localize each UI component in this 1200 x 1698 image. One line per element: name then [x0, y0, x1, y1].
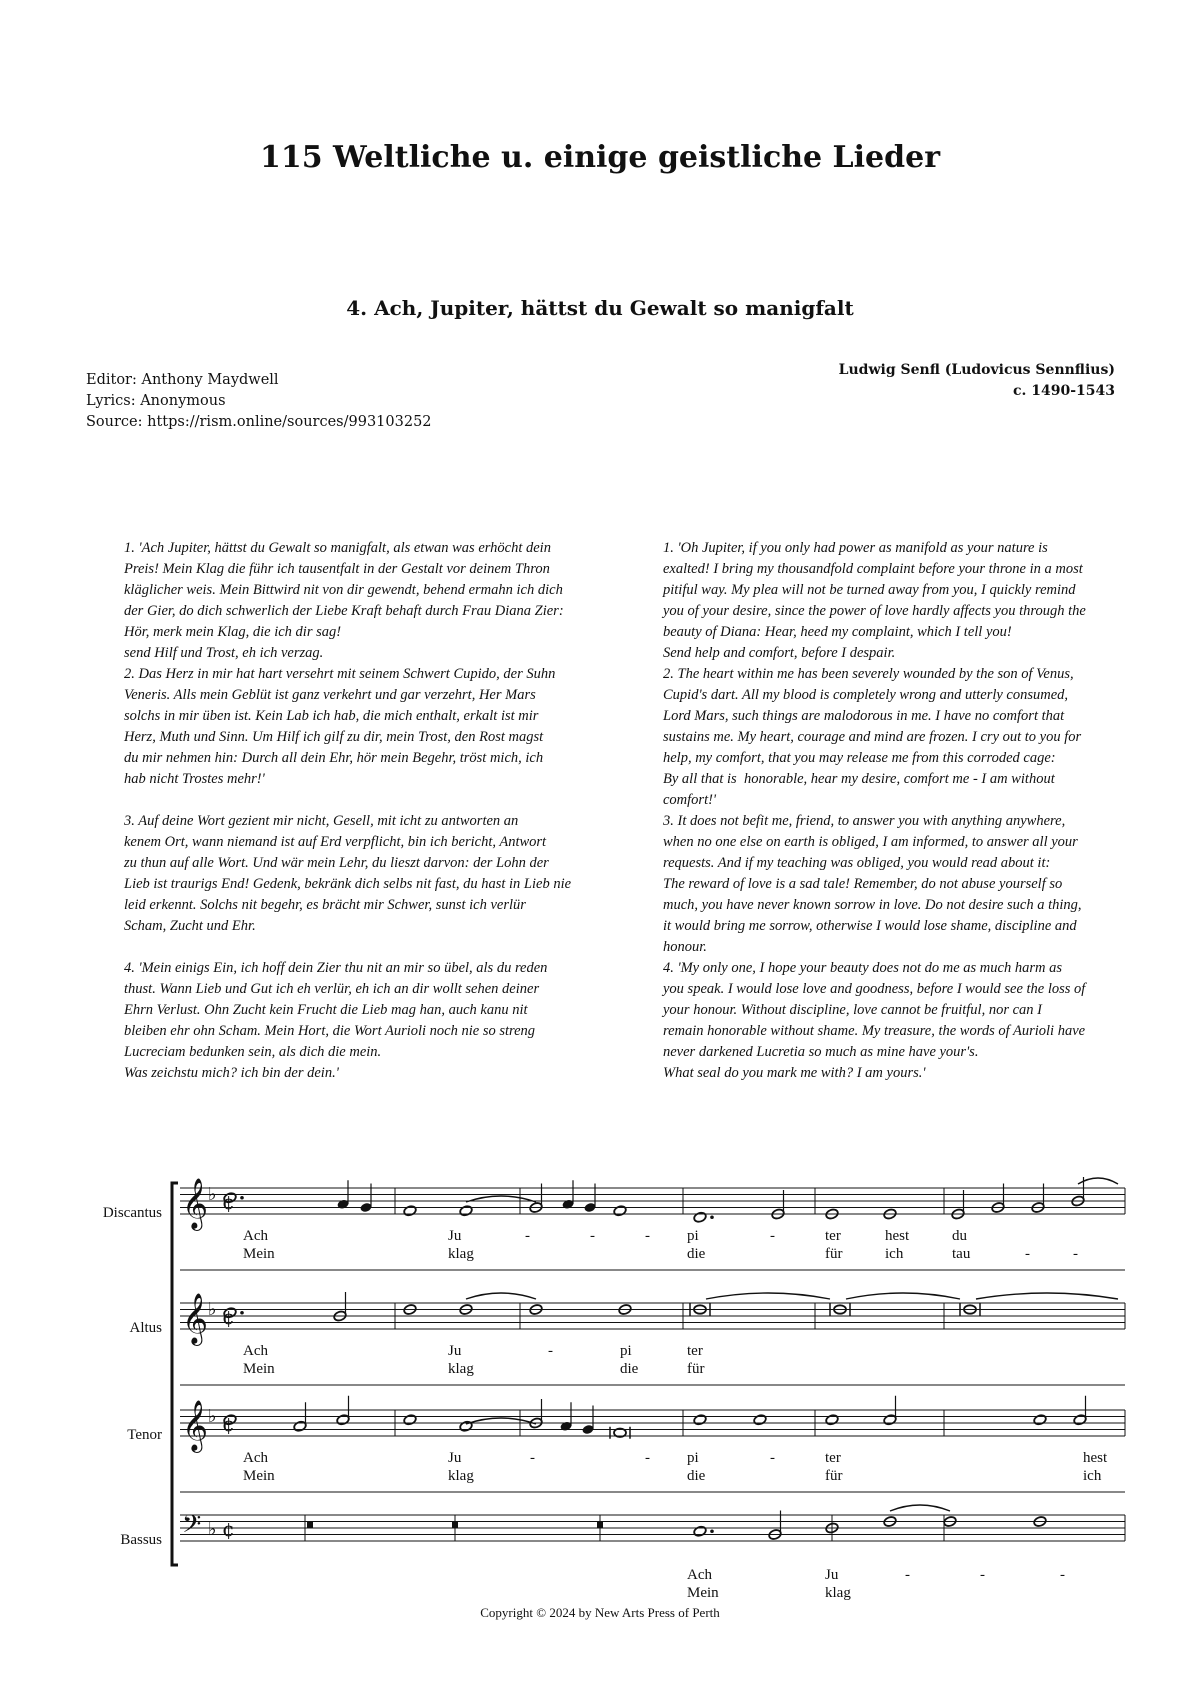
lyrics-line: Ehrn Verlust. Ohn Zucht kein Frucht die Lieb mag han, auch kanu nit — [124, 1002, 528, 1018]
lyric-syllable: - — [530, 1450, 535, 1466]
lyric-syllable: Mein — [687, 1585, 719, 1601]
flat-sign-icon: ♭ — [208, 1406, 217, 1427]
lyric-syllable: Mein — [243, 1468, 275, 1484]
lyrics-line: Send help and comfort, before I despair. — [663, 645, 896, 661]
lyric-syllable: - — [1025, 1246, 1030, 1262]
rest-mark — [452, 1522, 458, 1529]
lyrics-line: comfort!' — [663, 792, 717, 808]
lyrics-line: Was zeichstu mich? ich bin der dein.' — [124, 1065, 339, 1081]
lyric-syllable: für — [687, 1361, 705, 1377]
treble-clef-icon: 𝄞 — [182, 1400, 209, 1451]
part-name: Tenor — [127, 1427, 162, 1443]
lyrics-line: 4. 'My only one, I hope your beauty does not do me as much harm as — [663, 960, 1062, 976]
lyrics-line: much, you have never known sorrow in love. Do not desire such a thing, — [663, 897, 1082, 913]
lyric-syllable: tau — [952, 1246, 971, 1262]
lyrics-line: thust. Wann Lieb und Gut ich eh verlür, eh ich an dir wollt sehen deiner — [124, 981, 540, 997]
lyrics-line: du mir nehmen hin: Durch all dein Ehr, hör mein Begehr, tröst mich, ich — [124, 750, 544, 766]
bass-clef-icon: 𝄢 — [182, 1510, 202, 1545]
lyric-syllable: Ach — [243, 1228, 268, 1244]
flat-sign-icon: ♭ — [208, 1519, 217, 1540]
note-head — [825, 1414, 839, 1426]
lyrics-line: 2. The heart within me has been severely wounded by the son of Venus, — [663, 666, 1074, 682]
lyric-syllable: Ju — [448, 1228, 462, 1244]
lyrics-line: The reward of love is a sad tale! Remember, do not abuse yourself so — [663, 876, 1063, 892]
score-lyrics — [103, 1205, 1108, 1601]
lyric-syllable: die — [620, 1361, 639, 1377]
lyrics-line: sustains me. My heart, courage and mind are frozen. I cry out to you for — [663, 729, 1082, 745]
lyrics-line: when no one else on earth is obliged, I am informed, to answer all your — [663, 834, 1078, 850]
lyrics-line: beauty of Diana: Hear, heed my complaint, which I tell you! — [663, 624, 1012, 640]
lyric-syllable: Ach — [243, 1450, 268, 1466]
note-head — [403, 1205, 417, 1217]
lyric-syllable: pi — [687, 1228, 699, 1244]
note-head — [693, 1211, 707, 1223]
lyric-syllable: Ju — [448, 1450, 462, 1466]
lyric-syllable: pi — [620, 1343, 632, 1359]
lyric-syllable: ter — [687, 1343, 703, 1359]
lyrics-line: 3. It does not befit me, friend, to answer you with anything anywhere, — [663, 813, 1066, 829]
lyrics-line: you of your desire, since the power of love hardly affects you through the — [663, 603, 1086, 619]
lyrics-line: hab nicht Trostes mehr!' — [124, 771, 265, 787]
lyrics-line: it would bring me sorrow, otherwise I would lose shame, discipline and — [663, 918, 1077, 934]
lyrics-line: By all that is honorable, hear my desire, comfort me - I am without — [663, 771, 1055, 787]
note-head — [459, 1205, 473, 1217]
lyrics-line: Herz, Muth und Sinn. Um Hilf ich gilf zu dir, mein Trost, den Rost magst — [124, 729, 544, 745]
lyrics-line: Hör, merk mein Klag, die ich dir sag! — [124, 624, 342, 640]
lyrics-line: you speak. I would lose love and goodness, before I would see the loss of — [663, 981, 1086, 997]
lyrics-line: pitiful way. My plea will not be turned away from you, I quickly remind — [663, 582, 1076, 598]
flat-sign-icon: ♭ — [208, 1184, 217, 1205]
part-name: Discantus — [102, 1205, 162, 1221]
lyric-syllable: - — [980, 1567, 985, 1583]
lyric-syllable: für — [825, 1468, 843, 1484]
lyrics-line: Lord Mars, such things are malodorous in me. I have no comfort that — [663, 708, 1065, 724]
lyrics-line: Preis! Mein Klag die führ ich tausentfalt in der Gestalt vor deinem Thron — [124, 561, 550, 577]
lyrics-line: 1. 'Oh Jupiter, if you only had power as manifold as your nature is — [663, 540, 1048, 556]
lyric-syllable: - — [770, 1228, 775, 1244]
tie-mark — [976, 1293, 1118, 1299]
lyrics-line: Scham, Zucht und Ehr. — [124, 918, 256, 934]
note-head — [613, 1205, 627, 1217]
lyric-syllable: - — [645, 1450, 650, 1466]
lyric-syllable: - — [525, 1228, 530, 1244]
lyrics-line: Cupid's dart. All my blood is completely wrong and utterly consumed, — [663, 687, 1069, 703]
lyrics-line: exalted! I bring my thousandfold complaint before your throne in a most — [663, 561, 1083, 577]
lyric-syllable: Ach — [243, 1343, 268, 1359]
lyric-syllable: ich — [885, 1246, 904, 1262]
lyrics-line: honour. — [663, 939, 707, 955]
tie-mark — [466, 1293, 536, 1299]
composer-name: Ludwig Senfl (Ludovicus Sennflius) — [838, 362, 1115, 378]
copyright-notice: Copyright © 2024 by New Arts Press of Perth — [480, 1605, 720, 1620]
tie-mark — [890, 1505, 950, 1511]
cut-time-icon: ¢ — [222, 1190, 235, 1214]
lyric-syllable: hest — [1083, 1450, 1108, 1466]
lyric-syllable: ter — [825, 1228, 841, 1244]
part-name: Altus — [129, 1320, 162, 1336]
lyric-syllable: - — [905, 1567, 910, 1583]
lyric-syllable: pi — [687, 1450, 699, 1466]
note-head — [693, 1414, 707, 1426]
lyric-syllable: - — [548, 1343, 553, 1359]
lyrics-line: kenem Ort, wann niemand ist auf Erd verpflicht, bin ich bericht, Antwort — [124, 834, 547, 850]
tie-mark — [706, 1293, 830, 1299]
lyric-syllable: Ju — [448, 1343, 462, 1359]
piece-title: 4. Ach, Jupiter, hättst du Gewalt so manigfalt — [346, 296, 854, 320]
note-head — [403, 1414, 417, 1426]
lyrics-line: Lieb ist traurigs End! Gedenk, bekränk dich selbs nit fast, du hast in Lieb nie — [124, 876, 572, 892]
dot-mark — [710, 1529, 714, 1533]
tie-mark — [846, 1293, 960, 1299]
treble-clef-icon: 𝄞 — [182, 1178, 209, 1229]
cut-time-icon: ¢ — [222, 1412, 235, 1436]
page-title: 115 Weltliche u. einige geistliche Lieder — [259, 140, 940, 175]
lyrics-line: help, my comfort, that you may release me from this corroded cage: — [663, 750, 1056, 766]
note-head — [753, 1414, 767, 1426]
lyric-syllable: hest — [885, 1228, 910, 1244]
dot-mark — [240, 1196, 244, 1200]
score-notes — [182, 1177, 1118, 1545]
part-name: Bassus — [120, 1532, 162, 1548]
lyrics-line: 3. Auf deine Wort gezient mir nicht, Gesell, mit icht zu antworten an — [124, 813, 519, 829]
lyric-syllable: klag — [448, 1361, 474, 1377]
composer-dates: c. 1490-1543 — [1012, 383, 1115, 399]
lyric-syllable: du — [952, 1228, 967, 1244]
lyrics-line: leid erkennt. Solchs nit begehr, es brächt mir Schwer, sunst ich verlür — [124, 897, 526, 913]
lyrics-line: What seal do you mark me with? I am yours.' — [663, 1065, 926, 1081]
lyrics-line: requests. And if my teaching was obliged, you would read about it: — [663, 855, 1051, 871]
rest-mark — [597, 1522, 603, 1529]
lyric-syllable: die — [687, 1468, 706, 1484]
lyric-syllable: ter — [825, 1450, 841, 1466]
flat-sign-icon: ♭ — [208, 1299, 217, 1320]
lyric-syllable: Mein — [243, 1361, 275, 1377]
lyrics-line: remain honorable without shame. My treasure, the words of Aurioli have — [663, 1023, 1086, 1039]
lyric-syllable: ich — [1083, 1468, 1102, 1484]
lyrics-line: Veneris. Alls mein Geblüt ist ganz verkehrt und gar verzehrt, Her Mars — [124, 687, 536, 703]
lyric-syllable: die — [687, 1246, 706, 1262]
lyrics-line: der Gier, do dich schwerlich der Liebe Kraft behaft durch Frau Diana Zier: — [124, 603, 564, 619]
system-bracket — [172, 1183, 178, 1565]
lyric-syllable: - — [645, 1228, 650, 1244]
dot-mark — [710, 1215, 714, 1219]
note-head — [693, 1525, 707, 1537]
lyric-syllable: - — [770, 1450, 775, 1466]
cut-time-icon: ¢ — [222, 1517, 235, 1541]
lyrics-line: 4. 'Mein einigs Ein, ich hoff dein Zier thu nit an mir so übel, als du reden — [124, 960, 548, 976]
lyrics-line: Lucreciam bedunken sein, als dich die mein. — [124, 1044, 382, 1060]
cut-time-icon: ¢ — [222, 1305, 235, 1329]
dot-mark — [240, 1311, 244, 1315]
rest-mark — [307, 1522, 313, 1529]
lyrics-line: 2. Das Herz in mir hat hart versehrt mit seinem Schwert Cupido, der Suhn — [124, 666, 556, 682]
lyric-syllable: für — [825, 1246, 843, 1262]
lyric-syllable: klag — [448, 1468, 474, 1484]
editor-credit: Editor: Anthony Maydwell — [86, 372, 279, 388]
lyrics-line: zu thun auf alle Wort. Und wär mein Lehr, du lieszt darvon: der Lohn der — [124, 855, 549, 871]
lyric-syllable: Ach — [687, 1567, 712, 1583]
lyric-syllable: Mein — [243, 1246, 275, 1262]
lyrics-line: bleiben ehr ohn Scham. Mein Hort, die Wort Aurioli noch nie so streng — [124, 1023, 536, 1039]
lyric-syllable: - — [1060, 1567, 1065, 1583]
treble-clef-icon: 𝄞 — [182, 1293, 209, 1344]
source-credit: Source: https://rism.online/sources/993103252 — [86, 414, 432, 430]
lyric-syllable: klag — [448, 1246, 474, 1262]
lyrics-line: never darkened Lucretia so much as mine have your's. — [663, 1044, 979, 1060]
lyrics-credit: Lyrics: Anonymous — [86, 393, 226, 409]
lyrics-line: kläglicher weis. Mein Bittwird nit von dir gewendt, behend ermahn ich dich — [124, 582, 563, 598]
lyric-syllable: klag — [825, 1585, 851, 1601]
lyrics-line: solchs in mir üben ist. Kein Lab ich hab, die mich enthalt, erkalt ist mir — [124, 708, 539, 724]
lyrics-line: send Hilf und Trost, eh ich verzag. — [124, 645, 324, 661]
lyric-syllable: - — [1073, 1246, 1078, 1262]
lyric-syllable: Ju — [825, 1567, 839, 1583]
note-head — [1033, 1414, 1047, 1426]
lyric-syllable: - — [590, 1228, 595, 1244]
lyrics-line: your honour. Without discipline, love cannot be fruitful, nor can I — [663, 1002, 1042, 1018]
lyrics-line: 1. 'Ach Jupiter, hättst du Gewalt so manigfalt, als etwan was erhöcht dein — [124, 540, 551, 556]
